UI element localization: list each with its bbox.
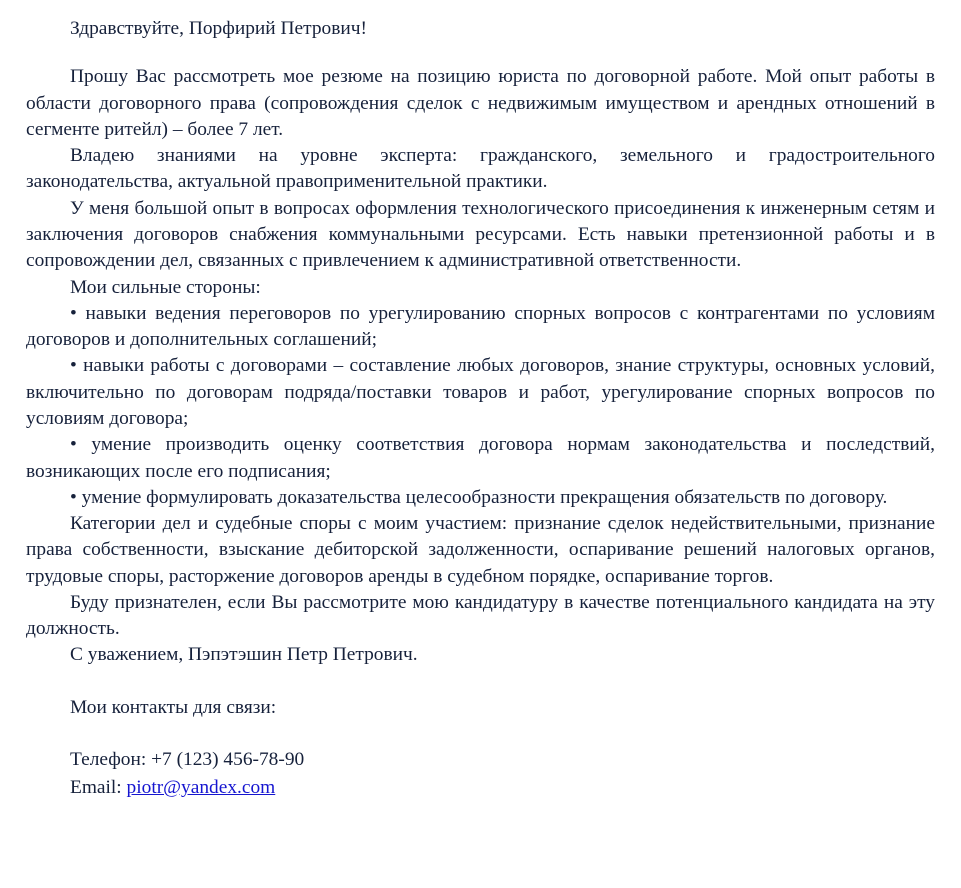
bullet-item-evidence: • умение формулировать доказательства целесообразности прекращения обязательств по договору.: [70, 486, 888, 508]
paragraph-case-categories: Категории дел и судебные споры с моим участием: признание сделок недействительными, признание права собственности, взыскание дебиторской задолженности, оспаривание решений налоговых органов, трудовые споры, расторжение договоров аренды в судебном порядке, оспаривание торгов.: [26, 513, 935, 587]
greeting-line: Здравствуйте, Порфирий Петрович!: [70, 18, 367, 39]
paragraph-expertise: Владею знаниями на уровне эксперта: гражданского, земельного и градостроительного законодательства, актуальной правоприменительной практики.: [26, 145, 935, 193]
paragraph-request: Буду признателен, если Вы рассмотрите мою кандидатуру в качестве потенциального кандидата на эту должность.: [26, 591, 935, 640]
bullet-item-assessment: • умение производить оценку соответствия договора нормам законодательства и последствий, возникающих после его подписания;: [26, 434, 935, 482]
contact-phone: Телефон: +7 (123) 456-78-90: [70, 749, 305, 771]
contact-email: [26, 775, 935, 801]
email-link[interactable]: piotr@yandex.com: [126, 777, 276, 799]
document-body: [26, 16, 935, 802]
paragraph-experience: У меня большой опыт в вопросах оформления технологического присоединения к инженерным сетям и заключения договоров снабжения коммунальными ресурсами. Есть навыки претензионной работы и в сопровождении дел, связанных с привлечением к административной ответственности.: [26, 197, 935, 272]
bullet-item-negotiations: • навыки ведения переговоров по урегулированию спорных вопросов с контрагентами по условиям договоров и дополнительных соглашений;: [26, 302, 935, 351]
paragraph-strengths-heading: Мои сильные стороны:: [70, 276, 261, 298]
paragraph-intro: Прошу Вас рассмотреть мое резюме на позицию юриста по договорной работе. Мой опыт работы в области договорного права (сопровождения сделок с недвижимым имуществом и арендных отношений в сегменте ритейл) – более 7 лет.: [26, 66, 935, 140]
email-label: Email:: [70, 777, 127, 799]
contacts-heading: Мои контакты для связи:: [70, 696, 277, 718]
paragraph-signature: С уважением, Пэпэтэшин Петр Петрович.: [70, 644, 418, 666]
bullet-item-contracts: • навыки работы с договорами – составление любых договоров, знание структуры, основных условий, включительно по договорам подряда/поставки товаров и работ, урегулирование спорных вопросов по условиям договора;: [26, 355, 935, 429]
